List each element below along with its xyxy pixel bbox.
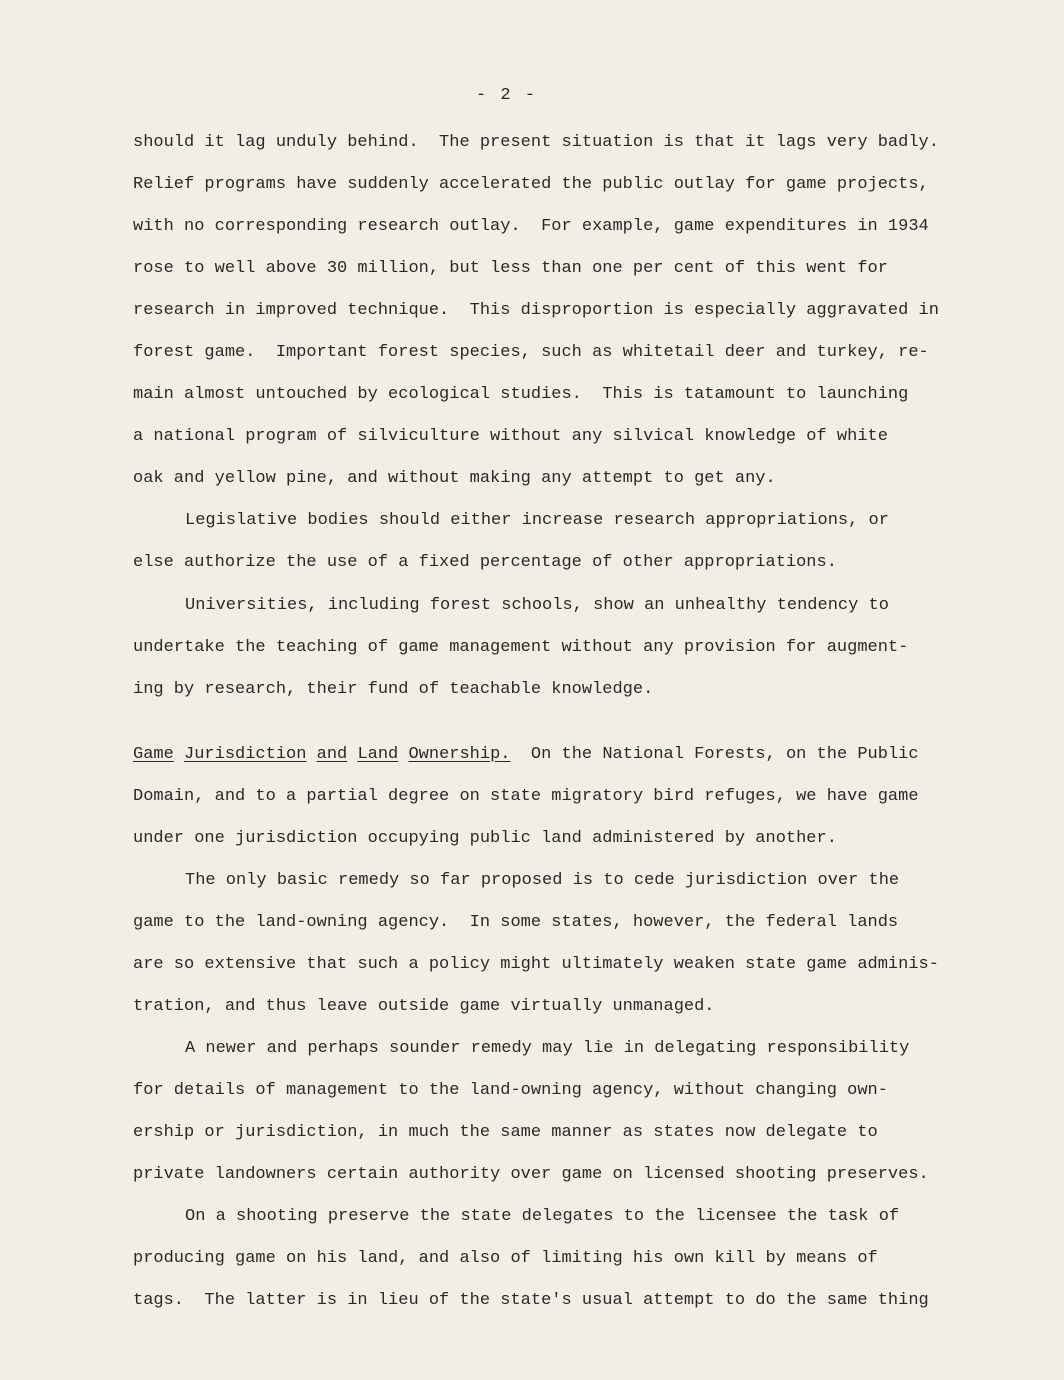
text-line: producing game on his land, and also of limiting his own kill by means of bbox=[133, 1249, 878, 1268]
text-line: with no corresponding research outlay. For example, game expenditures in 1934 bbox=[133, 217, 929, 236]
text-line: A newer and perhaps sounder remedy may lie in delegating responsibility bbox=[185, 1039, 910, 1058]
heading-word: Land bbox=[357, 745, 399, 764]
heading-word: Game bbox=[133, 745, 174, 764]
heading-rest: On the National Forests, on the Public bbox=[530, 745, 919, 764]
text-line: Relief programs have suddenly accelerated the public outlay for game projects, bbox=[133, 175, 929, 194]
text-line: are so extensive that such a policy might ultimately weaken state game adminis- bbox=[133, 955, 939, 974]
text-line: Universities, including forest schools, show an unhealthy tendency to bbox=[185, 596, 889, 615]
text-line: rose to well above 30 million, but less than one per cent of this went for bbox=[133, 259, 888, 278]
text-line: private landowners certain authority over game on licensed shooting preserves. bbox=[133, 1165, 929, 1184]
heading-word: and bbox=[316, 745, 348, 764]
text-line: On a shooting preserve the state delegates to the licensee the task of bbox=[185, 1207, 900, 1226]
text-line: Legislative bodies should either increase research appropriations, or bbox=[185, 511, 889, 530]
heading-word: Jurisdiction bbox=[184, 745, 307, 764]
text-line: research in improved technique. This disproportion is especially aggravated in bbox=[133, 301, 939, 320]
text-line: oak and yellow pine, and without making any attempt to get any. bbox=[133, 469, 776, 488]
text-line: ing by research, their fund of teachable knowledge. bbox=[133, 680, 654, 699]
text-line: should it lag unduly behind. The present situation is that it lags very badly. bbox=[133, 133, 939, 152]
text-line: tags. The latter is in lieu of the state's usual attempt to do the same thing bbox=[133, 1291, 929, 1310]
text-line: ership or jurisdiction, in much the same manner as states now delegate to bbox=[133, 1123, 878, 1142]
text-line: Domain, and to a partial degree on state migratory bird refuges, we have game bbox=[133, 787, 919, 806]
text-line: The only basic remedy so far proposed is to cede jurisdiction over the bbox=[185, 871, 900, 890]
section-heading-line bbox=[133, 744, 919, 766]
text-line: tration, and thus leave outside game virtually unmanaged. bbox=[133, 997, 715, 1016]
text-line: else authorize the use of a fixed percentage of other appropriations. bbox=[133, 553, 837, 572]
text-line: game to the land-owning agency. In some states, however, the federal lands bbox=[133, 913, 899, 932]
text-line: undertake the teaching of game management without any provision for augment- bbox=[133, 638, 909, 657]
text-line: a national program of silviculture without any silvical knowledge of white bbox=[133, 427, 888, 446]
page-number: - 2 - bbox=[476, 86, 538, 105]
text-line: for details of management to the land-owning agency, without changing own- bbox=[133, 1081, 888, 1100]
heading-word: Ownership. bbox=[408, 745, 511, 764]
text-line: under one jurisdiction occupying public land administered by another. bbox=[133, 829, 837, 848]
text-line: main almost untouched by ecological studies. This is tatamount to launching bbox=[133, 385, 909, 404]
text-line: forest game. Important forest species, such as whitetail deer and turkey, re- bbox=[133, 343, 929, 362]
